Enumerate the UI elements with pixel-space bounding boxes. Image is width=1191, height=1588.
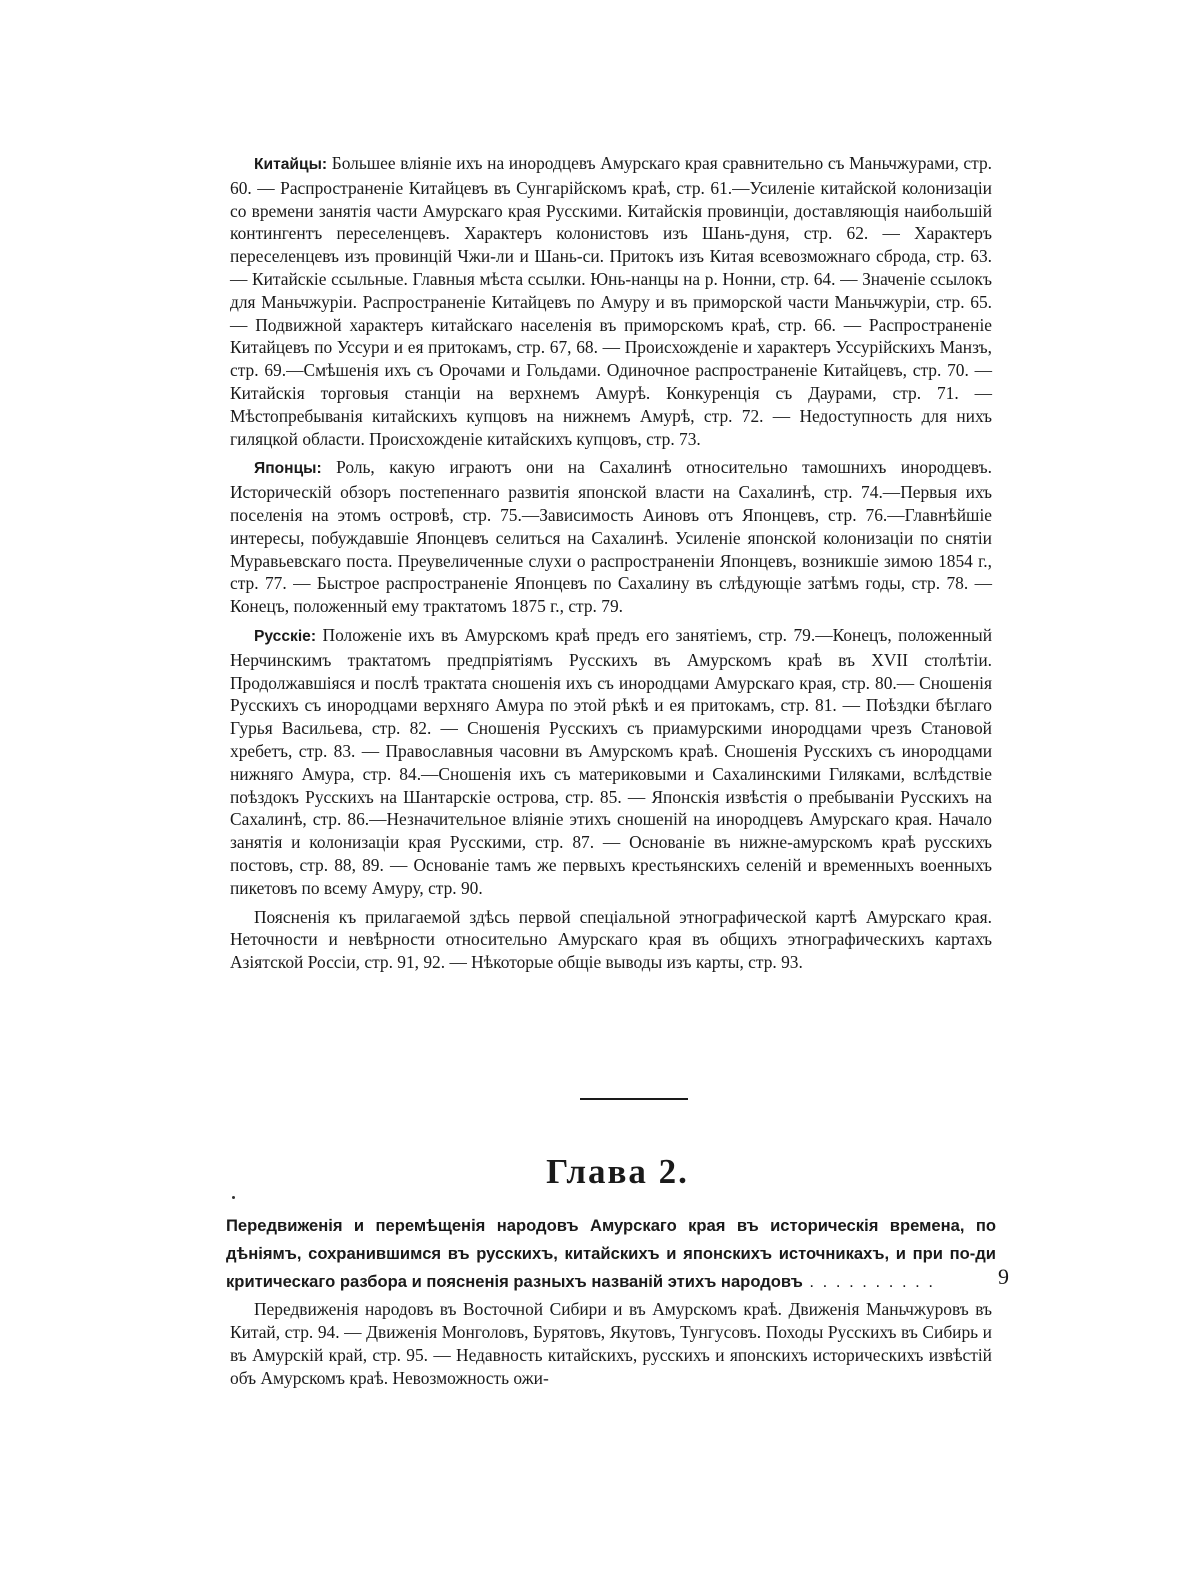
paragraph-russians (230, 624, 992, 900)
print-speck (232, 1196, 235, 1199)
chapter-heading-text: Передвиженія и перемѣщенія народовъ Амурскаго края въ историческія времена, по дѣніямъ, сохранившимся въ русскихъ, китайскихъ и японскихъ источникахъ, и при по-ди критическаго разбора и поясненія разныхъ названій этихъ народовъ (226, 1216, 996, 1291)
chapter-summary (230, 1298, 992, 1390)
paragraph-chapter-2 (230, 1298, 992, 1390)
paragraph-japanese (230, 456, 992, 618)
paragraph-text: Передвиженія народовъ въ Восточной Сибири и въ Амурскомъ краѣ. Движенія Маньчжуровъ въ Китай, стр. 94. — Движенія Монголовъ, Бурятовъ, Якутовъ, Тунгусовъ. Походы Русскихъ въ Сибирь и въ Амурскій край, стр. 95. — Недавность китайскихъ, русскихъ и японскихъ историческихъ извѣстій объ Амурскомъ краѣ. Невозможность ожи- (230, 1299, 992, 1388)
paragraph-lead: Китайцы: (254, 156, 328, 173)
paragraph-text: Положеніе ихъ въ Амурскомъ краѣ предъ его занятіемъ, стр. 79.—Конецъ, положенный Нерчинскимъ трактатомъ предпріятіямъ Русскихъ въ Амурскомъ краѣ въ XVII столѣтіи. Продолжавшіяся и послѣ трактата сношенія ихъ съ инородцами Амурскаго края, стр. 80.— Сношенія Русскихъ съ инородцами верхняго Амура по этой рѣкѣ и ея притокамъ, стр. 81. — Поѣздки бѣглаго Гурья Васильева, стр. 82. — Сношенія Русскихъ съ приамурскими инородцами чрезъ Становой хребетъ, стр. 83. — Православныя часовни въ Амурскомъ краѣ. Сношенія Русскихъ съ инородцами нижняго Амура, стр. 84.—Сношенія ихъ съ материковыми и Сахалинскими Гиляками, вслѣдствіе поѣздокъ Русскихъ на Шантарскіе острова, стр. 85. — Японскія извѣстія о пребываніи Русскихъ на Сахалинѣ, стр. 86.—Незначительное вліяніе этихъ сношеній на инородцевъ Амурскаго края. Начало занятія и колонизаціи края Русскими, стр. 87. — Основаніе въ нижне-амурскомъ краѣ русскихъ постовъ, стр. 88, 89. — Основаніе тамъ же первыхъ крестьянскихъ селеній и временныхъ военныхъ пикетовъ по всему Амуру, стр. 90. (230, 624, 992, 898)
paragraph-text: Поясненія къ прилагаемой здѣсь первой спеціальной этнографической картѣ Амурскаго края. Неточности и невѣрности относительно Амурскаго края въ общихъ этнографическихъ картахъ Азіятской Россіи, стр. 91, 92. — Нѣкоторые общіе выводы изъ карты, стр. 93. (230, 906, 992, 973)
chapter-heading (226, 1212, 996, 1296)
paragraph-text: Роль, какую играютъ они на Сахалинѣ относительно тамошнихъ инородцевъ. Историческій обзоръ постепеннаго развитія японской власти на Сахалинѣ, стр. 74.—Первыя ихъ поселенія на этомъ островѣ, стр. 75.—Зависимость Аиновъ отъ Японцевъ, стр. 76.—Главнѣйшіе интересы, побуждавшіе Японцевъ селиться на Сахалинѣ. Усиленіе японской колонизаціи по снятіи Муравьевскаго поста. Преувеличенные слухи о распространеніи Японцевъ, возникшіе зимою 1854 г., стр. 77. — Быстрое распространеніе Японцевъ по Сахалину въ слѣдующіе затѣмъ годы, стр. 78. — Конецъ, положенный ему трактатомъ 1875 г., стр. 79. (230, 457, 992, 617)
paragraph-chinese (230, 152, 992, 450)
section-divider (580, 1098, 688, 1100)
paragraph-lead: Японцы: (254, 460, 322, 478)
paragraph-map-notes (230, 906, 992, 974)
paragraph-text: Большее вліяніе ихъ на инородцевъ Амурскаго края сравнительно съ Маньчжурами, стр. 60. — Распространеніе Китайцевъ въ Сунгарійскомъ краѣ, стр. 61.—Усиленіе китайской колонизаціи со времени занятія части Амурскаго края Русскими. Китайскія провинціи, доставляющія наибольшій контингентъ переселенцевъ. Характеръ колонистовъ изъ Шань-дуня, стр. 62. — Характеръ переселенцевъ изъ провинцій Чжи-ли и Шань-си. Притокъ изъ Китая всевозможнаго сброда, стр. 63. — Китайскіе ссыльные. Главныя мѣста ссылки. Юнь-нанцы на р. Нонни, стр. 64. — Значеніе ссылокъ для Маньчжуріи. Распространеніе Китайцевъ по Амуру и въ приморской части Маньчжуріи, стр. 65. — Подвижной характеръ китайскаго населенія въ приморскомъ краѣ, стр. 66. — Распространеніе Китайцевъ по Уссури и ея притокамъ, стр. 67, 68. — Происхожденіе и характеръ Уссурійскихъ Манзъ, стр. 69.—Смѣшенія ихъ съ Орочами и Гольдами. Одиночное распространеніе Китайцевъ, стр. 70. — Китайскія торговыя станціи на верхнемъ Амурѣ. Конкуренція съ Даурами, стр. 71. — Мѣстопребыванія китайскихъ купцовъ на нижнемъ Амурѣ, стр. 72. — Недоступность для нихъ гиляцкой области. Происхожденіе китайскихъ купцовъ, стр. 73. (230, 153, 992, 449)
contents-summary (230, 152, 992, 974)
dot-leaders: . . . . . . . . . . (802, 1272, 936, 1291)
chapter-page-number: 9 (998, 1264, 1009, 1289)
chapter-title: Глава 2. (546, 1152, 689, 1191)
paragraph-lead: Русскіе: (254, 627, 317, 645)
